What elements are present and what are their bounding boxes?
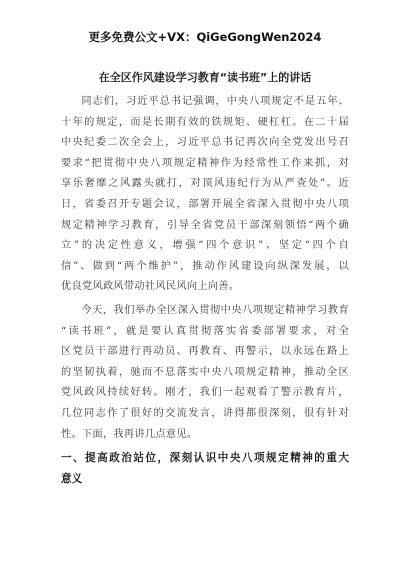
text-line: 规定精神学习教育，引导全省党员干部深刻领悟“两个确: [61, 219, 349, 231]
document-title: 在全区作风建设学习教育“读书班”上的讲话: [98, 71, 312, 84]
heading-line: 一、提高政治站位，深刻认识中央八项规定精神的重大: [61, 452, 349, 465]
text-line: 性。下面，我再讲几点意见。: [61, 428, 198, 440]
text-line: 同志们，习近平总书记强调，中央八项规定不是五年、: [81, 96, 349, 107]
document-body: [61, 92, 349, 489]
heading-line: 意义: [61, 472, 83, 485]
section-heading: [61, 448, 349, 489]
text-line: 日，省委召开专题会议，部署开展全省深入贯彻中央八项: [61, 198, 349, 210]
paragraph-2: [61, 301, 349, 445]
text-line: 享乐奢靡之风露头就打，对顶风违纪行为从严查处”。近: [61, 178, 349, 190]
text-line: “读书班”，就是要认真贯彻落实省委部署要求，对全: [61, 325, 349, 337]
text-line: 区党员干部进行再动员、再教育、再警示，以永远在路上: [61, 346, 349, 358]
text-line: 的坚韧执着，驰而不息落实中央八项规定精神，推动全区: [61, 366, 349, 378]
text-line: 中央纪委二次全会上，习近平总书记再次向全党发出号召: [61, 137, 349, 149]
text-line: 今天，我们举办全区深入贯彻中央八项规定精神学习教育: [81, 304, 349, 316]
text-line: 立”的决定性意义，增强“四个意识”、坚定“四个自: [61, 240, 349, 252]
text-line: 党风政风持续好转。刚才，我们一起观看了警示教育片，: [61, 387, 349, 399]
text-line: 十年的规定，而是长期有效的铁规矩、硬杠杠。在二十届: [61, 116, 349, 128]
promo-header: 更多免费公文+VX：QiGeGongWen2024: [88, 30, 322, 44]
text-line: 信”、做到“两个维护”，推动作风建设向纵深发展，以: [61, 260, 349, 272]
text-line: 几位同志作了很好的交流发言，讲得都很深刻，很有针对: [61, 407, 349, 419]
text-line: 优良党风政风带动社风民风向上向善。: [61, 281, 240, 293]
text-line: 要求“把贯彻中央八项规定精神作为经常性工作来抓，对: [61, 157, 349, 169]
paragraph-1: [61, 92, 349, 298]
